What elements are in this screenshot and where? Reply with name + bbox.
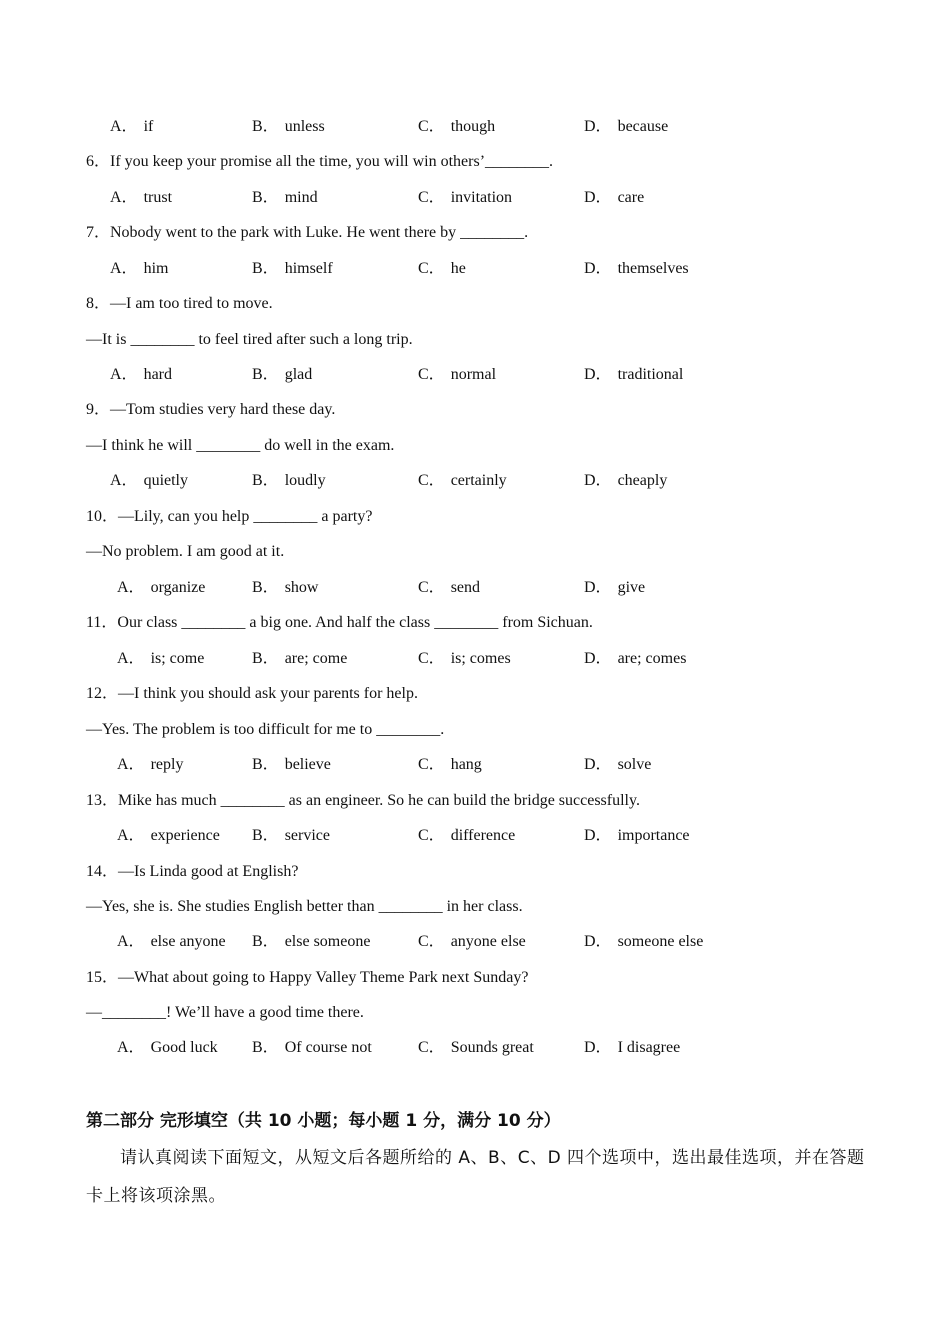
q14-options: [0, 932, 950, 952]
q9-option-d: D． cheaply: [584, 472, 668, 489]
q15-option-b: B． Of course not: [252, 1039, 372, 1056]
q10-option-d: D． give: [584, 579, 646, 596]
q5-options: [0, 117, 950, 137]
q12-option-c: C． hang: [418, 756, 482, 773]
q5-option-b: B． unless: [252, 118, 325, 135]
q13-stem: 13．Mike has much ________ as an engineer. So he can build the bridge successfully.: [86, 792, 640, 809]
q8-option-c: C． normal: [418, 366, 497, 383]
q6-stem: 6．If you keep your promise all the time, you will win others’________.: [86, 153, 554, 170]
q8-stem: 8．—I am too tired to move.: [86, 295, 273, 312]
q8-option-a: A． hard: [110, 366, 172, 383]
q12-options: [0, 755, 950, 775]
q14-stem-reply: —Yes, she is. She studies English better than ________ in her class.: [86, 898, 523, 915]
q12-stem: 12．—I think you should ask your parents for help.: [86, 685, 418, 702]
q9-option-a: A． quietly: [110, 472, 188, 489]
q13-option-d: D． importance: [584, 827, 690, 844]
q10-option-b: B． show: [252, 579, 319, 596]
q12-option-d: D． solve: [584, 756, 652, 773]
q5-option-c: C． though: [418, 118, 496, 135]
q15-stem: 15．—What about going to Happy Valley Theme Park next Sunday?: [86, 969, 529, 986]
part2-title: 第二部分 完形填空（共 10 小题；每小题 1 分，满分 10 分）: [86, 1111, 561, 1131]
q15-stem-reply: —________! We’ll have a good time there.: [86, 1004, 364, 1021]
q5-option-a: A． if: [110, 118, 154, 135]
q14-option-b: B． else someone: [252, 933, 371, 950]
q11-stem: 11．Our class ________ a big one. And half the class ________ from Sichuan.: [86, 614, 593, 631]
q11-option-c: C． is; comes: [418, 650, 511, 667]
q11-option-b: B． are; come: [252, 650, 348, 667]
q15-options: [0, 1038, 950, 1058]
q10-option-a: A． organize: [117, 579, 206, 596]
q9-stem-reply: —I think he will ________ do well in the exam.: [86, 437, 395, 454]
q7-stem: 7．Nobody went to the park with Luke. He went there by ________.: [86, 224, 529, 241]
q8-option-b: B． glad: [252, 366, 313, 383]
q7-option-d: D． themselves: [584, 260, 689, 277]
q15-option-d: D． I disagree: [584, 1039, 681, 1056]
q13-options: [0, 826, 950, 846]
q14-option-a: A． else anyone: [117, 933, 226, 950]
q13-option-c: C． difference: [418, 827, 516, 844]
q7-option-c: C． he: [418, 260, 466, 277]
q10-option-c: C． send: [418, 579, 481, 596]
q15-option-c: C． Sounds great: [418, 1039, 534, 1056]
q7-option-b: B． himself: [252, 260, 333, 277]
q8-option-d: D． traditional: [584, 366, 684, 383]
q10-stem: 10．—Lily, can you help ________ a party?: [86, 508, 373, 525]
q13-option-b: B． service: [252, 827, 330, 844]
q9-option-b: B． loudly: [252, 472, 326, 489]
q6-options: [0, 188, 950, 208]
q12-stem-reply: —Yes. The problem is too difficult for me to ________.: [86, 721, 445, 738]
q8-stem-reply: —It is ________ to feel tired after such a long trip.: [86, 331, 413, 348]
q13-option-a: A． experience: [117, 827, 220, 844]
q12-option-a: A． reply: [117, 756, 184, 773]
q11-options: [0, 649, 950, 669]
q11-option-a: A． is; come: [117, 650, 205, 667]
q14-option-c: C． anyone else: [418, 933, 526, 950]
q14-option-d: D． someone else: [584, 933, 704, 950]
q9-stem: 9．—Tom studies very hard these day.: [86, 401, 336, 418]
q11-option-d: D． are; comes: [584, 650, 687, 667]
q15-option-a: A． Good luck: [117, 1039, 218, 1056]
q7-options: [0, 259, 950, 279]
q6-option-a: A． trust: [110, 189, 173, 206]
q12-option-b: B． believe: [252, 756, 331, 773]
q8-options: [0, 365, 950, 385]
q6-option-c: C． invitation: [418, 189, 513, 206]
q6-option-d: D． care: [584, 189, 645, 206]
q6-option-b: B． mind: [252, 189, 318, 206]
q5-option-d: D． because: [584, 118, 669, 135]
q10-stem-reply: —No problem. I am good at it.: [86, 543, 285, 560]
q9-options: [0, 471, 950, 491]
q9-option-c: C． certainly: [418, 472, 507, 489]
part2-instruction: 请认真阅读下面短文，从短文后各题所给的 A、B、C、D 四个选项中，选出最佳选项，并在答题卡上将该项涂黑。: [86, 1148, 865, 1206]
q14-stem: 14．—Is Linda good at English?: [86, 863, 299, 880]
q7-option-a: A． him: [110, 260, 169, 277]
q10-options: [0, 578, 950, 598]
